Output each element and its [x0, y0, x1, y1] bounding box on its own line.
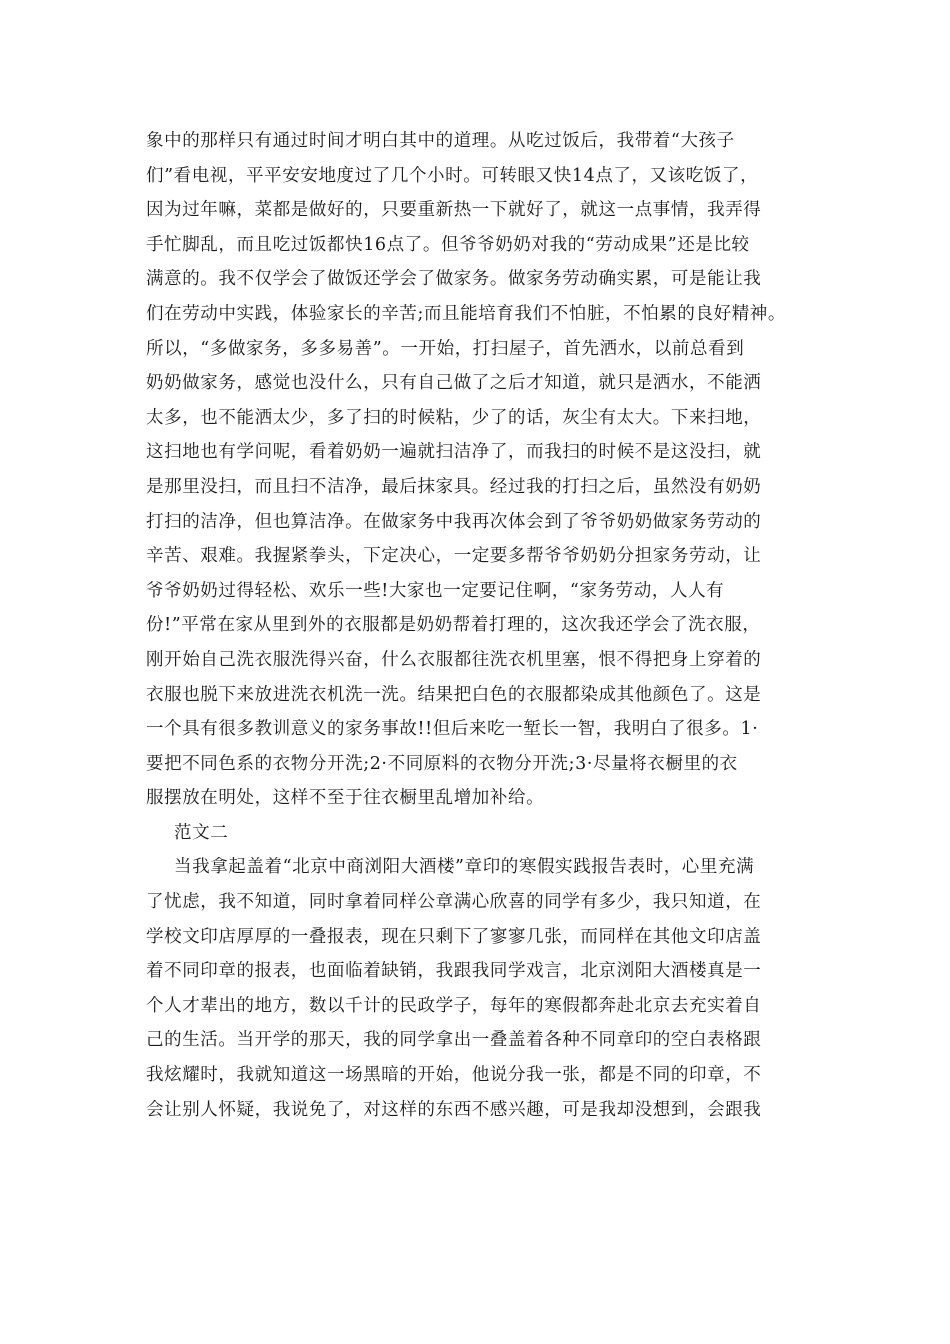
text-line: 着不同印章的报表，也面临着缺销，我跟我同学戏言，北京浏阳大酒楼真是一: [146, 961, 762, 982]
text-line: 衣服也脱下来放进洗衣机洗一洗。结果把白色的衣服都染成其他颜色了。这是: [146, 684, 762, 705]
text-line: 们在劳动中实践，体验家长的辛苦;而且能培育我们不怕脏，不怕累的良好精神。: [146, 303, 786, 324]
text-line: 这扫地也有学问呢，看着奶奶一遍就扫洁净了，而我扫的时候不是这没扫，就: [146, 442, 762, 463]
document-body: [146, 124, 846, 1127]
text-line: 象中的那样只有通过时间才明白其中的道理。从吃过饭后，我带着“大孩子: [146, 131, 735, 151]
text-line: 满意的。我不仅学会了做饭还学会了做家务。做家务劳动确实累，可是能让我: [146, 269, 762, 290]
text-line: 当我拿起盖着“北京中商浏阳大酒楼”章印的寒假实践报告表时，心里充满: [174, 857, 755, 878]
text-line: 手忙脚乱，而且吃过饭都快16点了。但爷爷奶奶对我的“劳动成果”还是比较: [146, 234, 750, 255]
text-line: 了忧虑，我不知道，同时拿着同样公章满心欣喜的同学有多少，我只知道，在: [146, 892, 762, 913]
text-line: 爷爷奶奶过得轻松、欢乐一些!大家也一定要记住啊，“家务劳动，人人有: [146, 580, 725, 601]
text-line: 己的生活。当开学的那天，我的同学拿出一叠盖着各种不同章印的空白表格跟: [146, 1030, 762, 1051]
text-line: 份!”平常在家从里到外的衣服都是奶奶帮着打理的，这次我还学会了洗衣服，: [146, 615, 761, 636]
text-line: 要把不同色系的衣物分开洗;2·不同原料的衣物分开洗;3·尽量将衣橱里的衣: [146, 753, 738, 774]
text-line: 个人才辈出的地方，数以千计的民政学子，每年的寒假都奔赴北京去充实着自: [146, 995, 762, 1016]
text-line: 太多，也不能洒太少，多了扫的时候粘，少了的话，灰尘有太大。下来扫地，: [146, 407, 762, 428]
text-line: 会让别人怀疑，我说免了，对这样的东西不感兴趣，可是我却没想到，会跟我: [146, 1099, 762, 1120]
text-line: 打扫的洁净，但也算洁净。在做家务中我再次体会到了爷爷奶奶做家务劳动的: [146, 511, 762, 532]
text-line: 范文二: [174, 822, 229, 843]
text-line: 是那里没扫，而且扫不洁净，最后抹家具。经过我的打扫之后，虽然没有奶奶: [146, 476, 762, 497]
text-line: 因为过年嘛，菜都是做好的，只要重新热一下就好了，就这一点事情，我弄得: [146, 200, 762, 221]
text-line: 奶奶做家务，感觉也没什么，只有自己做了之后才知道，就只是洒水，不能洒: [146, 373, 762, 394]
text-line: 服摆放在明处，这样不至于往衣橱里乱增加补给。: [146, 788, 545, 809]
text-line: 一个具有很多教训意义的家务事故!!但后来吃一堑长一智，我明白了很多。1·: [146, 719, 759, 740]
text-line: 们”看电视，平平安安地度过了几个小时。可转眼又快14点了，又该吃饭了，: [146, 165, 759, 186]
text-line: 我炫耀时，我就知道这一场黑暗的开始，他说分我一张，都是不同的印章，不: [146, 1065, 762, 1086]
text-line: 学校文印店厚厚的一叠报表，现在只剩下了寥寥几张，而同样在其他文印店盖: [146, 926, 762, 947]
text-line: 刚开始自己洗衣服洗得兴奋，什么衣服都往洗衣机里塞，恨不得把身上穿着的: [146, 649, 762, 670]
text-line: 辛苦、艰难。我握紧拳头，下定决心，一定要多帮爷爷奶奶分担家务劳动，让: [146, 546, 762, 567]
text-line: 所以，“多做家务，多多易善”。一开始，打扫屋子，首先洒水，以前总看到: [146, 338, 745, 359]
